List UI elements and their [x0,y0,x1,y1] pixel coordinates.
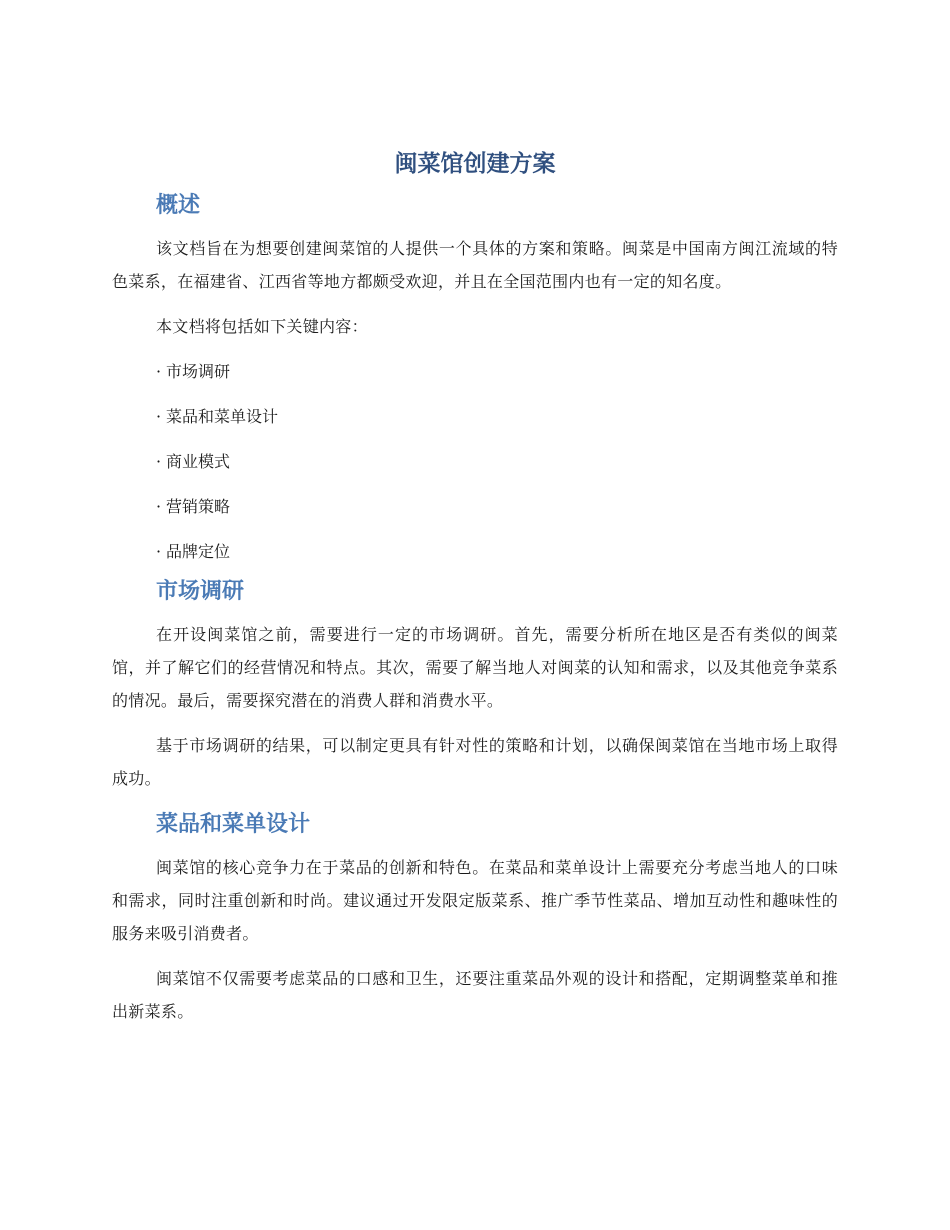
list-item-text: 市场调研 [166,362,231,381]
section-heading-market-research: 市场调研 [156,579,245,604]
list-item [112,400,838,433]
document-body [112,188,838,1028]
bullet: · [156,452,162,471]
paragraph: 基于市场调研的结果，可以制定更具有针对性的策略和计划，以确保闽菜馆在当地市场上取得成功。 [112,736,838,788]
list-item-text: 品牌定位 [166,542,231,561]
section-menu-design [112,807,838,1028]
paragraph: 闽菜馆的核心竞争力在于菜品的创新和特色。在菜品和菜单设计上需要充分考虑当地人的口味和需求，同时注重创新和时尚。建议通过开发限定版菜系、推广季节性菜品、增加互动性和趣味性的服务来吸引消费者。 [112,858,838,943]
bullet: · [156,407,162,426]
list-item-text: 商业模式 [166,452,231,471]
list-item [112,535,838,568]
section-market-research [112,574,838,795]
bullet: · [156,542,162,561]
list-item-text: 菜品和菜单设计 [166,407,279,426]
section-heading-menu-design: 菜品和菜单设计 [156,812,311,837]
list-item-text: 营销策略 [166,497,231,516]
list-item [112,445,838,478]
document-title: 闽菜馆创建方案 [394,151,556,177]
section-overview [112,188,838,568]
paragraph: 该文档旨在为想要创建闽菜馆的人提供一个具体的方案和策略。闽菜是中国南方闽江流域的特色菜系，在福建省、江西省等地方都颇受欢迎，并且在全国范围内也有一定的知名度。 [112,239,838,291]
section-heading-overview: 概述 [156,193,201,218]
bullet: · [156,497,162,516]
list-item [112,355,838,388]
paragraph: 在开设闽菜馆之前，需要进行一定的市场调研。首先，需要分析所在地区是否有类似的闽菜馆，并了解它们的经营情况和特点。其次，需要了解当地人对闽菜的认知和需求，以及其他竞争菜系的情况。最后，需要探究潜在的消费人群和消费水平。 [112,625,838,710]
bullet: · [156,362,162,381]
list-item [112,490,838,523]
key-content-list [112,355,838,568]
paragraph: 闽菜馆不仅需要考虑菜品的口感和卫生，还要注重菜品外观的设计和搭配，定期调整菜单和推出新菜系。 [112,969,838,1021]
paragraph: 本文档将包括如下关键内容： [156,317,368,336]
